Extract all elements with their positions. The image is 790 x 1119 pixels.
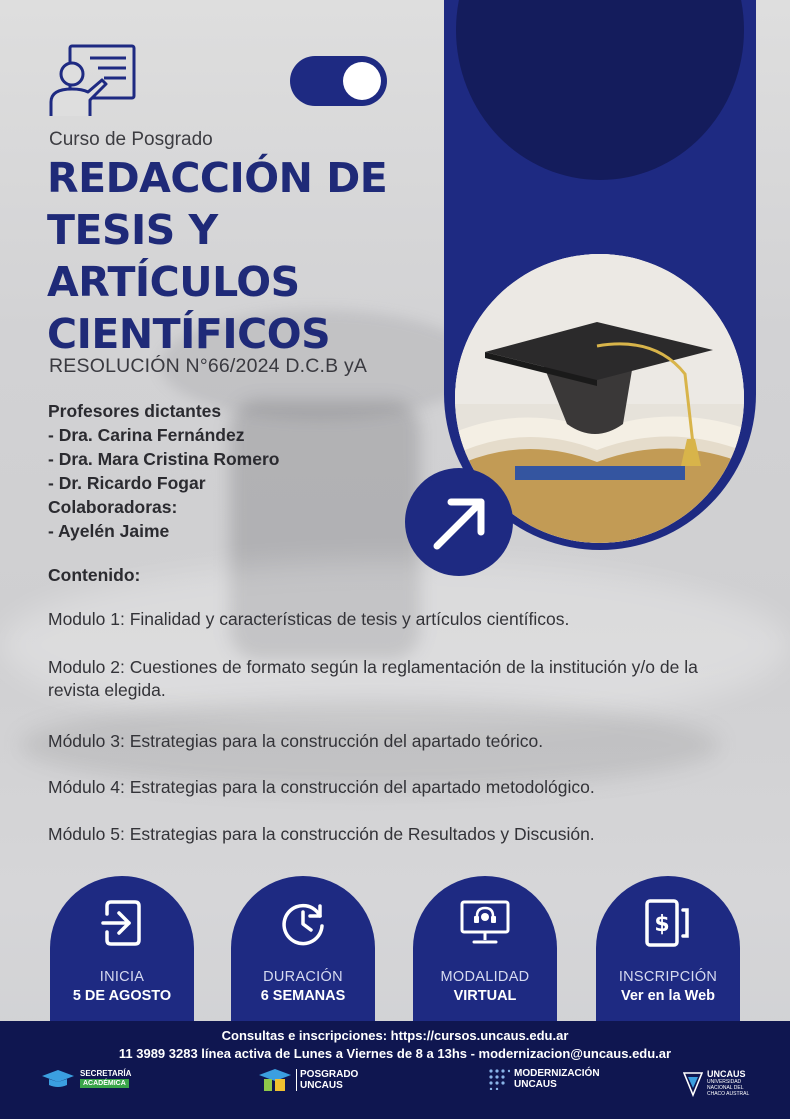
card-label: INICIA xyxy=(99,969,145,985)
card-duration xyxy=(231,876,375,1026)
logo-line: ACADÉMICA xyxy=(80,1079,129,1088)
card-value: 6 SEMANAS xyxy=(260,988,346,1004)
professors-block xyxy=(48,399,279,543)
logo-line: UNIVERSIDAD NACIONAL DEL CHACO AUSTRAL xyxy=(707,1079,750,1097)
module-item: Modulo 1: Finalidad y características de tesis y artículos científicos. xyxy=(48,609,570,629)
sign-in-icon xyxy=(97,898,147,948)
toggle-knob xyxy=(343,62,381,100)
monitor-headset-icon xyxy=(460,898,510,948)
course-type-label: Curso de Posgrado xyxy=(49,129,213,150)
arrow-link-button[interactable] xyxy=(405,468,513,576)
card-value: VIRTUAL xyxy=(453,988,517,1004)
professor-item: - Dra. Mara Cristina Romero xyxy=(48,449,280,469)
module-item: Modulo 2: Cuestiones de formato según la reglamentación de la institución y/o de la revista elegida. xyxy=(48,657,698,700)
logo-line: MODERNIZACIÓN xyxy=(514,1068,600,1079)
svg-text:$: $ xyxy=(654,912,670,937)
logo-posgrado xyxy=(258,1068,358,1092)
professor-item: - Dra. Carina Fernández xyxy=(48,425,245,445)
title-line: TESIS Y xyxy=(47,206,218,254)
logo-line: UNCAUS xyxy=(707,1069,746,1079)
module-item: Módulo 5: Estrategias para la construcción de Resultados y Discusión. xyxy=(48,824,595,844)
card-value: 5 DE AGOSTO xyxy=(72,988,172,1004)
logo-modernizacion xyxy=(488,1068,600,1090)
title-line: CIENTÍFICOS xyxy=(47,310,331,358)
course-title xyxy=(47,152,427,360)
payment-icon xyxy=(643,898,693,948)
card-label: INSCRIPCIÓN xyxy=(618,969,718,985)
dot-grid-icon xyxy=(488,1068,510,1090)
title-line: REDACCIÓN DE xyxy=(47,154,388,202)
clock-icon xyxy=(278,898,328,948)
toggle-switch[interactable] xyxy=(290,56,387,106)
logo-line: UNCAUS xyxy=(300,1080,343,1091)
card-registration[interactable] xyxy=(596,876,740,1026)
arrow-up-right-icon xyxy=(429,492,491,554)
logo-line: POSGRADO xyxy=(300,1069,359,1080)
presenter-board-icon xyxy=(48,44,138,118)
collaborators-heading: Colaboradoras: xyxy=(48,497,178,517)
graduation-cap-icon xyxy=(258,1068,292,1092)
logo-line: UNCAUS xyxy=(514,1079,557,1090)
logo-line: SECRETARÍA xyxy=(80,1068,132,1078)
module-item: Módulo 3: Estrategias para la construcción del apartado teórico. xyxy=(48,731,544,751)
collaborator-item: - Ayelén Jaime xyxy=(48,521,170,541)
uncaus-emblem-icon xyxy=(683,1071,703,1097)
card-value[interactable]: Ver en la Web xyxy=(620,988,716,1004)
professor-item: - Dr. Ricardo Fogar xyxy=(48,473,206,493)
logo-secretaria-academica xyxy=(40,1068,131,1088)
graduation-cap-icon xyxy=(40,1068,76,1088)
professors-heading: Profesores dictantes xyxy=(48,401,222,421)
card-start-date xyxy=(50,876,194,1026)
card-label: DURACIÓN xyxy=(263,969,343,985)
card-modality xyxy=(413,876,557,1026)
footer-hours-line[interactable]: 11 3989 3283 línea activa de Lunes a Viernes de 8 a 13hs - modernizacion@uncaus.edu.ar xyxy=(118,1046,672,1061)
card-label: MODALIDAD xyxy=(440,969,530,985)
footer-contact-line[interactable]: Consultas e inscripciones: https://cursos.uncaus.edu.ar xyxy=(221,1028,569,1043)
title-line: ARTÍCULOS xyxy=(47,258,300,306)
logo-uncaus xyxy=(683,1070,753,1097)
resolution-label: RESOLUCIÓN N°66/2024 D.C.B yA xyxy=(49,355,368,377)
module-item: Módulo 4: Estrategias para la construcción del apartado metodológico. xyxy=(48,777,595,797)
content-heading: Contenido: xyxy=(48,565,141,585)
